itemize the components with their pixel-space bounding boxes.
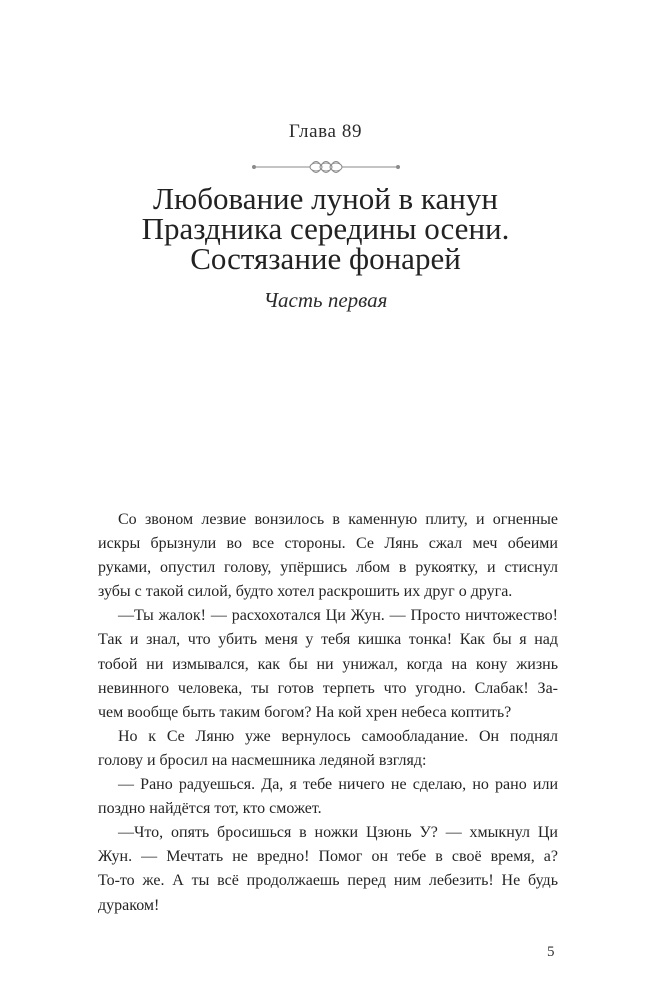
chapter-title-line: Любование луной в канун	[153, 181, 498, 216]
text-line: То-то же. А ты всё продолжаешь перед ним лебезить! Не будь	[98, 872, 558, 890]
text-line: руками, опустил голову, упёршись лбом в рукоятку, и стиснул	[98, 559, 558, 577]
chapter-title-line: Состязание фонарей	[190, 241, 461, 276]
text-line: голову и бросил на насмешника ледяной взгляд:	[98, 751, 427, 769]
text-line: невинного человека, ты готов терпеть что угодно. Слабак! За-	[98, 679, 558, 697]
ornamental-divider-icon	[250, 158, 402, 176]
text-line: искры брызнули во все стороны. Се Лянь сжал меч обеими	[98, 535, 558, 553]
text-line: Со звоном лезвие вонзилось в каменную плиту, и огненные	[118, 511, 558, 528]
chapter-number: Глава 89	[288, 121, 363, 142]
chapter-subtitle: Часть первая	[263, 288, 388, 312]
chapter-title	[40, 181, 611, 276]
text-line: Так и знал, что убить меня у тебя кишка тонка! Как бы я над	[98, 631, 558, 649]
text-line: зубы с такой силой, будто хотел раскрошить их друг о друга.	[98, 583, 513, 601]
text-line: поздно найдётся тот, кто сможет.	[98, 800, 322, 818]
text-line: тобой ни измывался, как бы ни унижал, когда на кону жизнь	[98, 655, 558, 673]
text-line: —Что, опять бросишься в ножки Цзюнь У? — хмыкнул Ци	[118, 824, 558, 842]
chapter-title-line: Праздника середины осени.	[141, 211, 510, 246]
text-line: дураком!	[98, 896, 160, 914]
page-number: 5	[547, 944, 555, 960]
text-line: —Ты жалок! — расхохотался Ци Жун. — Просто ничтожество!	[118, 607, 558, 625]
text-line: Жун. — Мечтать не вредно! Помог он тебе в своё время, а?	[98, 848, 558, 866]
body-text	[98, 508, 558, 918]
text-line: чем вообще быть таким богом? На кой хрен небеса коптить?	[98, 703, 512, 721]
text-line: Но к Се Ляню уже вернулось самообладание. Он поднял	[118, 727, 558, 745]
text-line: — Рано радуешься. Да, я тебе ничего не сделаю, но рано или	[118, 776, 558, 794]
